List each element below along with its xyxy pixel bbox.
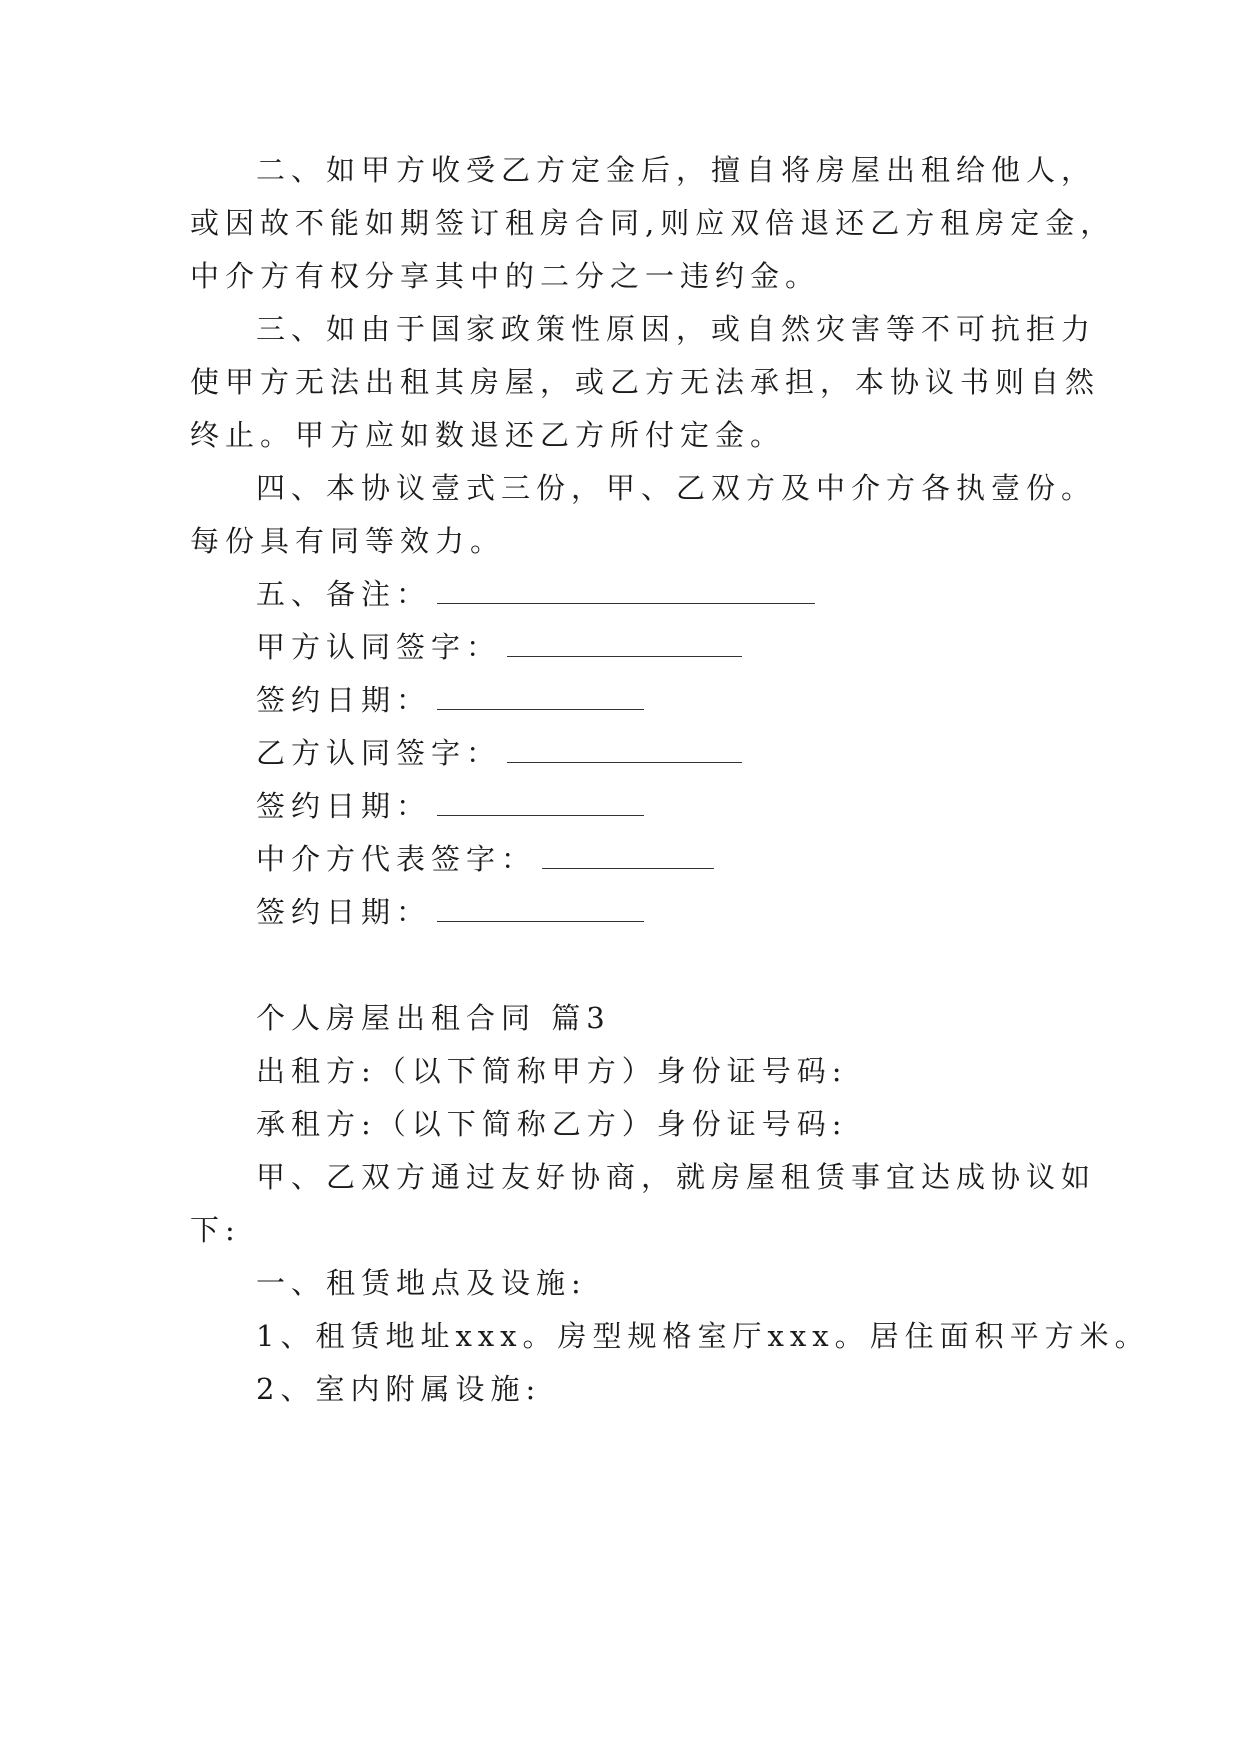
section3-line-1: 三、如由于国家政策性原因，或自然灾害等不可抗拒力: [256, 312, 1097, 346]
intro-line-2: 下:: [190, 1213, 241, 1247]
section2-line-1: 二、如甲方收受乙方定金后，擅自将房屋出租给他人，: [256, 153, 1097, 187]
party-a-signature-blank[interactable]: [507, 628, 742, 657]
party-b-signature-label: 乙方认同签字：: [256, 736, 502, 770]
party-a-signature-label: 甲方认同签字：: [256, 630, 502, 664]
item1-address: 1、租赁地址xxx。房型规格室厅xxx。居住面积平方米。: [256, 1319, 1150, 1353]
remarks-row: [256, 574, 815, 614]
party-a-date-row: [256, 680, 644, 720]
party-b-date-label: 签约日期：: [256, 789, 432, 823]
item2-facilities: 2、室内附属设施:: [256, 1372, 542, 1406]
party-b-signature-row: [256, 733, 742, 773]
section4-line-2: 每份具有同等效力。: [190, 524, 506, 558]
section2-line-3: 中介方有权分享其中的二分之一违约金。: [190, 259, 821, 293]
agent-signature-row: [256, 839, 714, 879]
party-b-date-blank[interactable]: [437, 787, 644, 816]
party-a-date-label: 签约日期：: [256, 683, 432, 717]
party-b-date-row: [256, 786, 644, 826]
agent-date-label: 签约日期：: [256, 895, 432, 929]
lessee-line: 承租方:（以下简称乙方）身份证号码:: [256, 1107, 848, 1141]
agent-date-row: [256, 892, 644, 932]
intro-line-1: 甲、乙双方通过友好协商，就房屋租赁事宜达成协议如: [256, 1160, 1097, 1194]
section4-line-1: 四、本协议壹式三份，甲、乙双方及中介方各执壹份。: [256, 471, 1097, 505]
contract3-title: 个人房屋出租合同 篇3: [256, 1001, 611, 1035]
party-b-signature-blank[interactable]: [507, 734, 742, 763]
agent-signature-label: 中介方代表签字：: [256, 842, 537, 876]
remarks-blank[interactable]: [437, 575, 815, 604]
section2-line-2: 或因故不能如期签订租房合同,则应双倍退还乙方租房定金，: [190, 206, 1116, 240]
lessor-line: 出租方:（以下简称甲方）身份证号码:: [256, 1054, 848, 1088]
section3-line-3: 终止。甲方应如数退还乙方所付定金。: [190, 418, 786, 452]
party-a-signature-row: [256, 627, 742, 667]
agent-date-blank[interactable]: [437, 893, 644, 922]
party-a-date-blank[interactable]: [437, 681, 644, 710]
agent-signature-blank[interactable]: [542, 840, 714, 869]
remarks-label: 五、备注：: [256, 577, 432, 611]
clause1-title: 一、租赁地点及设施:: [256, 1266, 587, 1300]
section3-line-2: 使甲方无法出租其房屋，或乙方无法承担，本协议书则自然: [190, 365, 1101, 399]
